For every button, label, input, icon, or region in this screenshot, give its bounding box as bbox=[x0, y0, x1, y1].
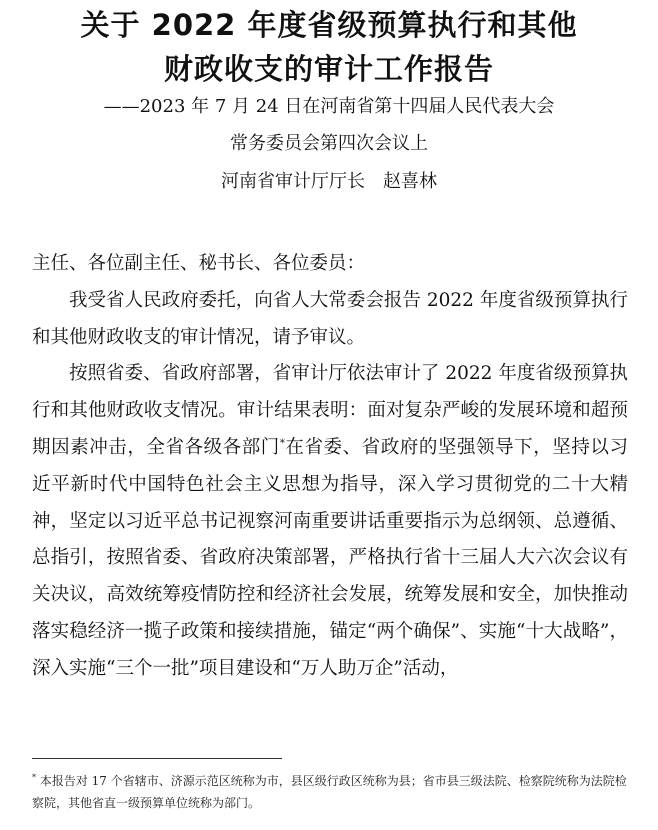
paragraph-2-text-b: 在省委、省政府的坚强领导下，坚持以习近平新时代中国特色社会主义思想为指导，深入学习贯彻党的二十大精神，坚定以习近平总书记视察河南重要讲话重要指示为总纲领、总遵循、总指引，按照省委、省政府决策部署，严格执行省十三届人大六次会议有关决议，高效统筹疫情防控和经济社会发展，统筹发展和安全，加快推动落实稳经济一揽子政策和接续措施，锚定“两个确保”、实施“十大战略”，深入实施“三个一批”项目建设和“万人助万企”活动， bbox=[32, 436, 628, 679]
paragraph-2-text-a: 按照省委、省政府部署，省审计厅依法审计了 2022 年度省级预算执行和其他财政收支情况。审计结果表明：面对复杂严峻的发展环境和超预期因素冲击，全省各级各部门 bbox=[32, 363, 628, 458]
footnote-text: 本报告对 17 个省辖市、济源示范区统称为市，县区级行政区统称为县；省市县三级法院、检察院统称为法院检察院，其他省直一级预算单位统称为部门。 bbox=[32, 774, 627, 810]
paragraph-1: 我受省人民政府委托，向省人大常委会报告 2022 年度省级预算执行和其他财政收支的审计情况，请予审议。 bbox=[32, 289, 628, 348]
footnote-marker: * bbox=[32, 773, 36, 782]
salutation: 主任、各位副主任、秘书长、各位委员： bbox=[32, 253, 366, 274]
occasion-line-1: ——2023 年 7 月 24 日在河南省第十四届人民代表大会 bbox=[103, 96, 555, 117]
author-line: 河南省审计厅厅长 赵喜林 bbox=[221, 171, 437, 192]
footnote bbox=[32, 767, 632, 814]
footnote-divider bbox=[32, 758, 282, 759]
report-title-line-2: 财政收支的审计工作报告 bbox=[163, 52, 494, 86]
footnote-reference: * bbox=[279, 437, 285, 449]
report-body bbox=[32, 246, 628, 688]
report-title-line-1: 关于 2022 年度省级预算执行和其他 bbox=[80, 8, 578, 42]
occasion-line-2: 常务委员会第四次会议上 bbox=[230, 133, 428, 154]
paragraph-2 bbox=[32, 356, 628, 687]
